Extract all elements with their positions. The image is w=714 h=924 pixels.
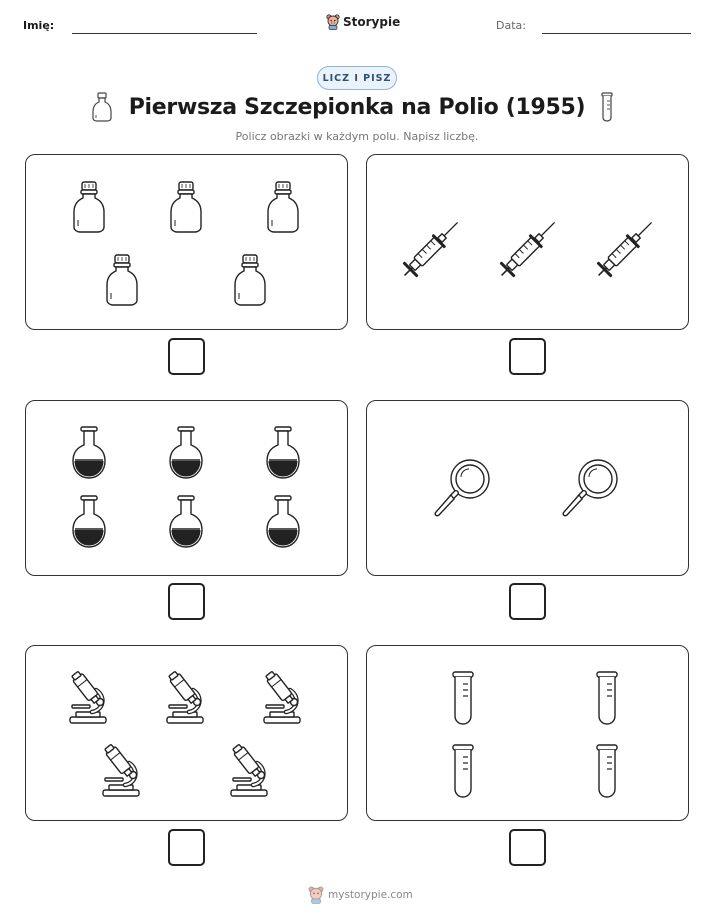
test-tube-icon [598, 91, 616, 123]
flask-icon [265, 425, 301, 481]
bottle-icon [72, 180, 106, 234]
date-input-line[interactable] [542, 33, 691, 34]
syringe-icon [494, 218, 560, 282]
flask-icon [71, 425, 107, 481]
activity-badge: LICZ I PISZ [317, 66, 397, 90]
counting-panel-bottles [25, 154, 348, 330]
answer-box-syringes[interactable] [509, 338, 546, 375]
counting-panel-test-tubes [366, 645, 689, 821]
counting-panel-magnifiers [366, 400, 689, 576]
flask-icon [71, 494, 107, 550]
counting-panel-microscopes [25, 645, 348, 821]
name-label: Imię: [23, 19, 55, 32]
answer-box-test-tubes[interactable] [509, 829, 546, 866]
microscope-icon [64, 670, 114, 726]
counting-panel-flasks [25, 400, 348, 576]
answer-box-microscopes[interactable] [168, 829, 205, 866]
test-tube-icon [595, 670, 619, 726]
syringe-icon [591, 218, 657, 282]
brand [326, 12, 400, 32]
microscope-icon [161, 670, 211, 726]
syringe-icon [397, 218, 463, 282]
magnifying-glass-icon [430, 455, 496, 521]
flask-icon [168, 425, 204, 481]
magnifying-glass-icon [558, 455, 624, 521]
bottle-icon [90, 91, 114, 123]
name-input-line[interactable] [72, 33, 257, 34]
bottle-icon [233, 253, 267, 307]
bottle-icon [266, 180, 300, 234]
storypie-logo-icon [308, 886, 324, 904]
instructions: Policz obrazki w każdym polu. Napisz liczbę. [235, 130, 479, 143]
test-tube-icon [595, 743, 619, 799]
microscope-icon [258, 670, 308, 726]
test-tube-icon [451, 670, 475, 726]
answer-box-flasks[interactable] [168, 583, 205, 620]
footer [308, 885, 413, 905]
bottle-icon [169, 180, 203, 234]
bottle-icon [105, 253, 139, 307]
flask-icon [265, 494, 301, 550]
counting-panel-syringes [366, 154, 689, 330]
flask-icon [168, 494, 204, 550]
answer-box-magnifiers[interactable] [509, 583, 546, 620]
date-label: Data: [496, 19, 526, 32]
microscope-icon [225, 743, 275, 799]
microscope-icon [97, 743, 147, 799]
test-tube-icon [451, 743, 475, 799]
answer-box-bottles[interactable] [168, 338, 205, 375]
brand-name: Storypie [343, 15, 401, 29]
storypie-logo-icon [326, 14, 340, 30]
footer-url: mystorypie.com [328, 889, 413, 901]
page-title: Pierwsza Szczepionka na Polio (1955) [128, 95, 586, 120]
